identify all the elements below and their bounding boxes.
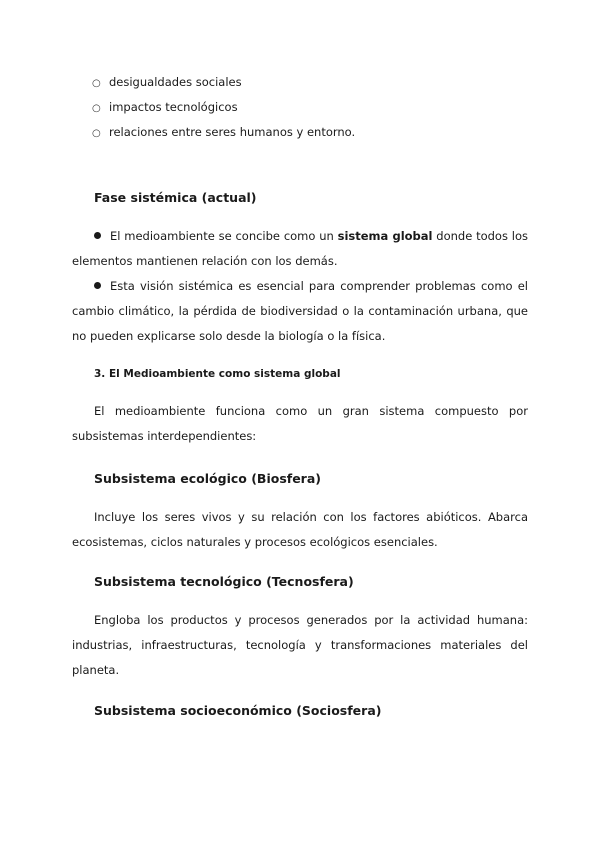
circle-bullet-icon: ○ <box>92 103 101 114</box>
list-item: ○ desigualdades sociales <box>92 70 355 95</box>
circle-bullet-icon: ○ <box>92 78 101 89</box>
list-item: ○ impactos tecnológicos <box>92 95 355 120</box>
heading-subsistema-ecologico: Subsistema ecológico (Biosfera) <box>94 471 321 486</box>
circle-bullet-icon: ○ <box>92 128 101 139</box>
bullet-dot-icon <box>94 232 101 239</box>
subsistema-tecnologico-text: Engloba los productos y procesos generados por la actividad humana: industrias, infraestructuras, tecnología y transformaciones materiales del planeta. <box>72 613 528 677</box>
bullet-paragraph-1: El medioambiente se concibe como un sistema global donde todos los elementos mantienen relación con los demás. <box>72 229 528 268</box>
heading-section-3: 3. El Medioambiente como sistema global <box>94 368 341 380</box>
subsistema-ecologico-text: Incluye los seres vivos y su relación con los factores abióticos. Abarca ecosistemas, ciclos naturales y procesos ecológicos esenciales. <box>72 510 528 549</box>
section-3-intro: El medioambiente funciona como un gran sistema compuesto por subsistemas interdependientes: <box>72 404 528 443</box>
list-item: ○ relaciones entre seres humanos y entorno. <box>92 120 355 145</box>
heading-fase-sistemica: Fase sistémica (actual) <box>94 190 257 205</box>
bullet-paragraph-2: Esta visión sistémica es esencial para comprender problemas como el cambio climático, la pérdida de biodiversidad o la contaminación urbana, que no pueden explicarse solo desde la biología o la física. <box>72 279 528 343</box>
heading-subsistema-tecnologico: Subsistema tecnológico (Tecnosfera) <box>94 574 354 589</box>
bullet-dot-icon <box>94 282 101 289</box>
heading-subsistema-socioeconomico: Subsistema socioeconómico (Sociosfera) <box>94 703 382 718</box>
sub-bullet-list <box>92 70 355 145</box>
